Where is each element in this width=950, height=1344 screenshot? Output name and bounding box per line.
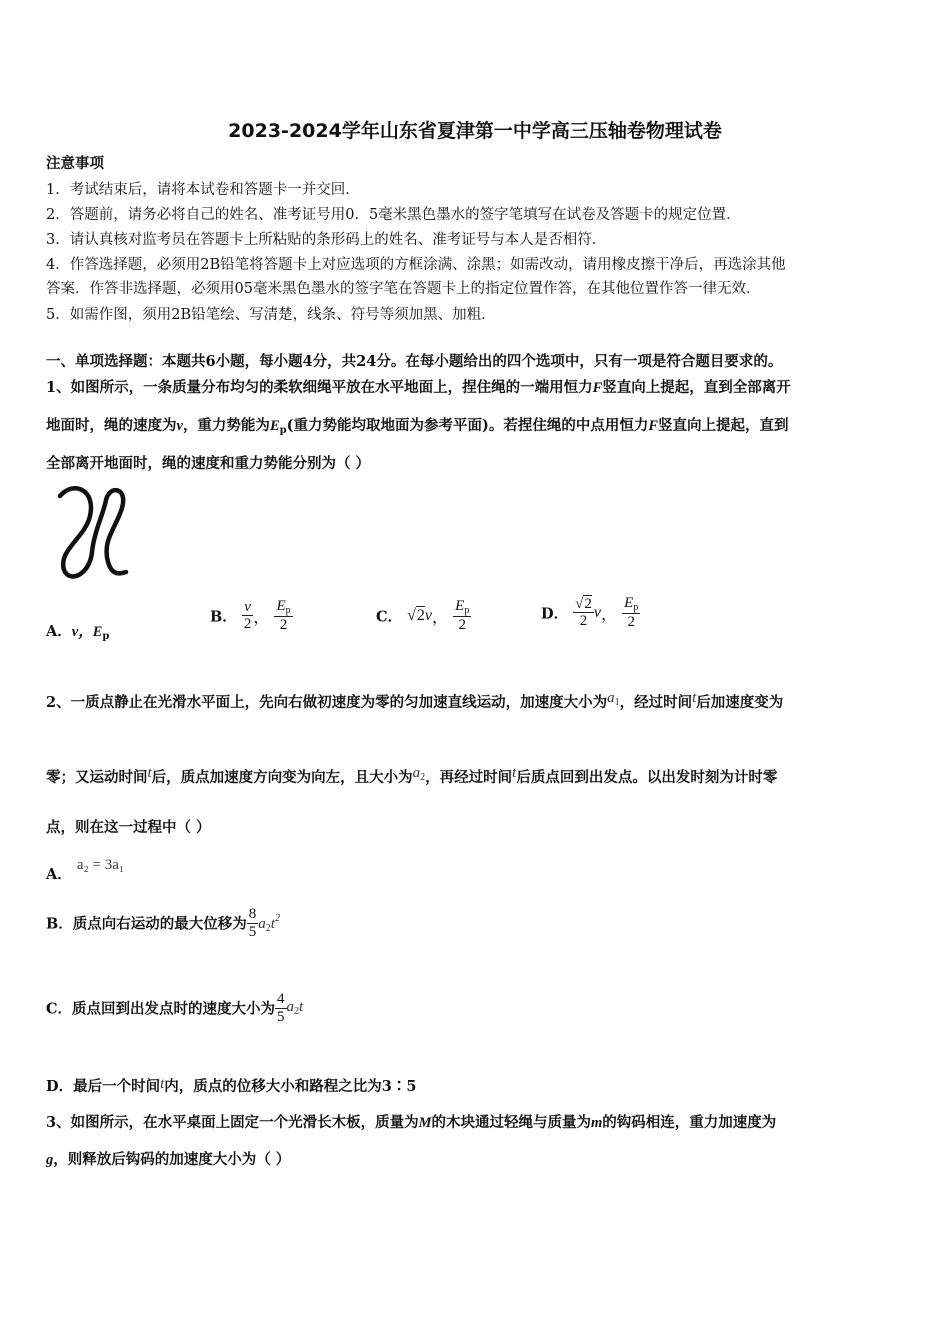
notice-item: 1．考试结束后，请将本试卷和答题卡一并交回． (46, 182, 360, 198)
notice-item: 5．如需作图，须用2B铅笔绘、写清楚，线条、符号等须加黑、加粗． (46, 307, 496, 323)
rope-figure (52, 482, 132, 584)
q2-option-d[interactable]: D．最后一个时间t内，质点的位移大小和路程之比为3∶5 (46, 1076, 417, 1095)
q2-line-2: 零；又运动时间t后，质点加速度方向变为向左，且大小为$a_2$，再经过时间t后质点回到出发点。以出发时刻为计时零 (46, 765, 778, 786)
notice-item: 2．答题前，请务必将自己的姓名、准考证号用0．5毫米黑色墨水的签字笔填写在试卷及答题卡的规定位置． (46, 207, 741, 223)
notice-item: 4．作答选择题，必须用2B铅笔将答题卡上对应选项的方框涂满、涂黑；如需改动，请用橡皮擦干净后，再选涂其他 (46, 257, 786, 273)
q2-option-c[interactable]: C．质点回到出发点时的速度大小为 $\frac{4}{5}$ $a_2t$ (46, 991, 304, 1025)
rope-curve (60, 488, 126, 576)
q1-option-c[interactable]: C． √2v， $\frac{E_p}{2}$ (376, 598, 470, 633)
section-heading: 一、单项选择题：本题共6小题，每小题4分，共24分。在每小题给出的四个选项中，只有一项是符合题目要求的。 (46, 353, 783, 370)
page-title: 2023-2024学年山东省夏津第一中学高三压轴卷物理试卷 (228, 120, 722, 142)
q2-option-a[interactable]: A． a₂ = 3a₁ (46, 857, 125, 883)
q2-line-3: 点，则在这一过程中（ ） (46, 819, 211, 836)
q3-line-2: g，则释放后钩码的加速度大小为（ ） (46, 1151, 291, 1168)
q1-option-b[interactable]: B． $\frac{v}{2}$ ， $\frac{E_p}{2}$ (210, 598, 291, 633)
q2-option-b[interactable]: B．质点向右运动的最大位移为 $\frac{8}{5}$ $a_2t^2$ (46, 906, 280, 940)
q1-option-d[interactable]: D． $\frac{√2}{2}$ v， $\frac{E_p}{2}$ (541, 595, 639, 630)
q1-line-1: 1、如图所示，一条质量分布均匀的柔软细绳平放在水平地面上，捏住绳的一端用恒力F竖直向上提起，直到全部离开 (46, 379, 791, 396)
q2-line-1: 2、一质点静止在光滑水平面上，先向右做初速度为零的匀加速直线运动，加速度大小为$a_1$，经过时间t后加速度变为 (46, 690, 784, 711)
q1-line-2: 地面时，绳的速度为v，重力势能为$E_p$(重力势能均取地面为参考平面)。若捏住绳的中点用恒力F竖直向上提起，直到 (46, 417, 789, 436)
notice-item: 答案．作答非选择题，必须用05毫米黑色墨水的签字笔在答题卡上的指定位置作答，在其他位置作答一律无效． (46, 281, 761, 297)
notice-heading: 注意事项 (46, 155, 104, 172)
q1-option-a[interactable]: A．v，$E_p$ (46, 623, 110, 642)
notice-item: 3．请认真核对监考员在答题卡上所粘贴的条形码上的姓名、准考证号与本人是否相符． (46, 232, 607, 248)
q1-line-3: 全部离开地面时，绳的速度和重力势能分别为（ ） (46, 455, 371, 472)
q3-line-1: 3、如图所示，在水平桌面上固定一个光滑长木板，质量为M的木块通过轻绳与质量为m的钩码相连，重力加速度为 (46, 1114, 777, 1131)
